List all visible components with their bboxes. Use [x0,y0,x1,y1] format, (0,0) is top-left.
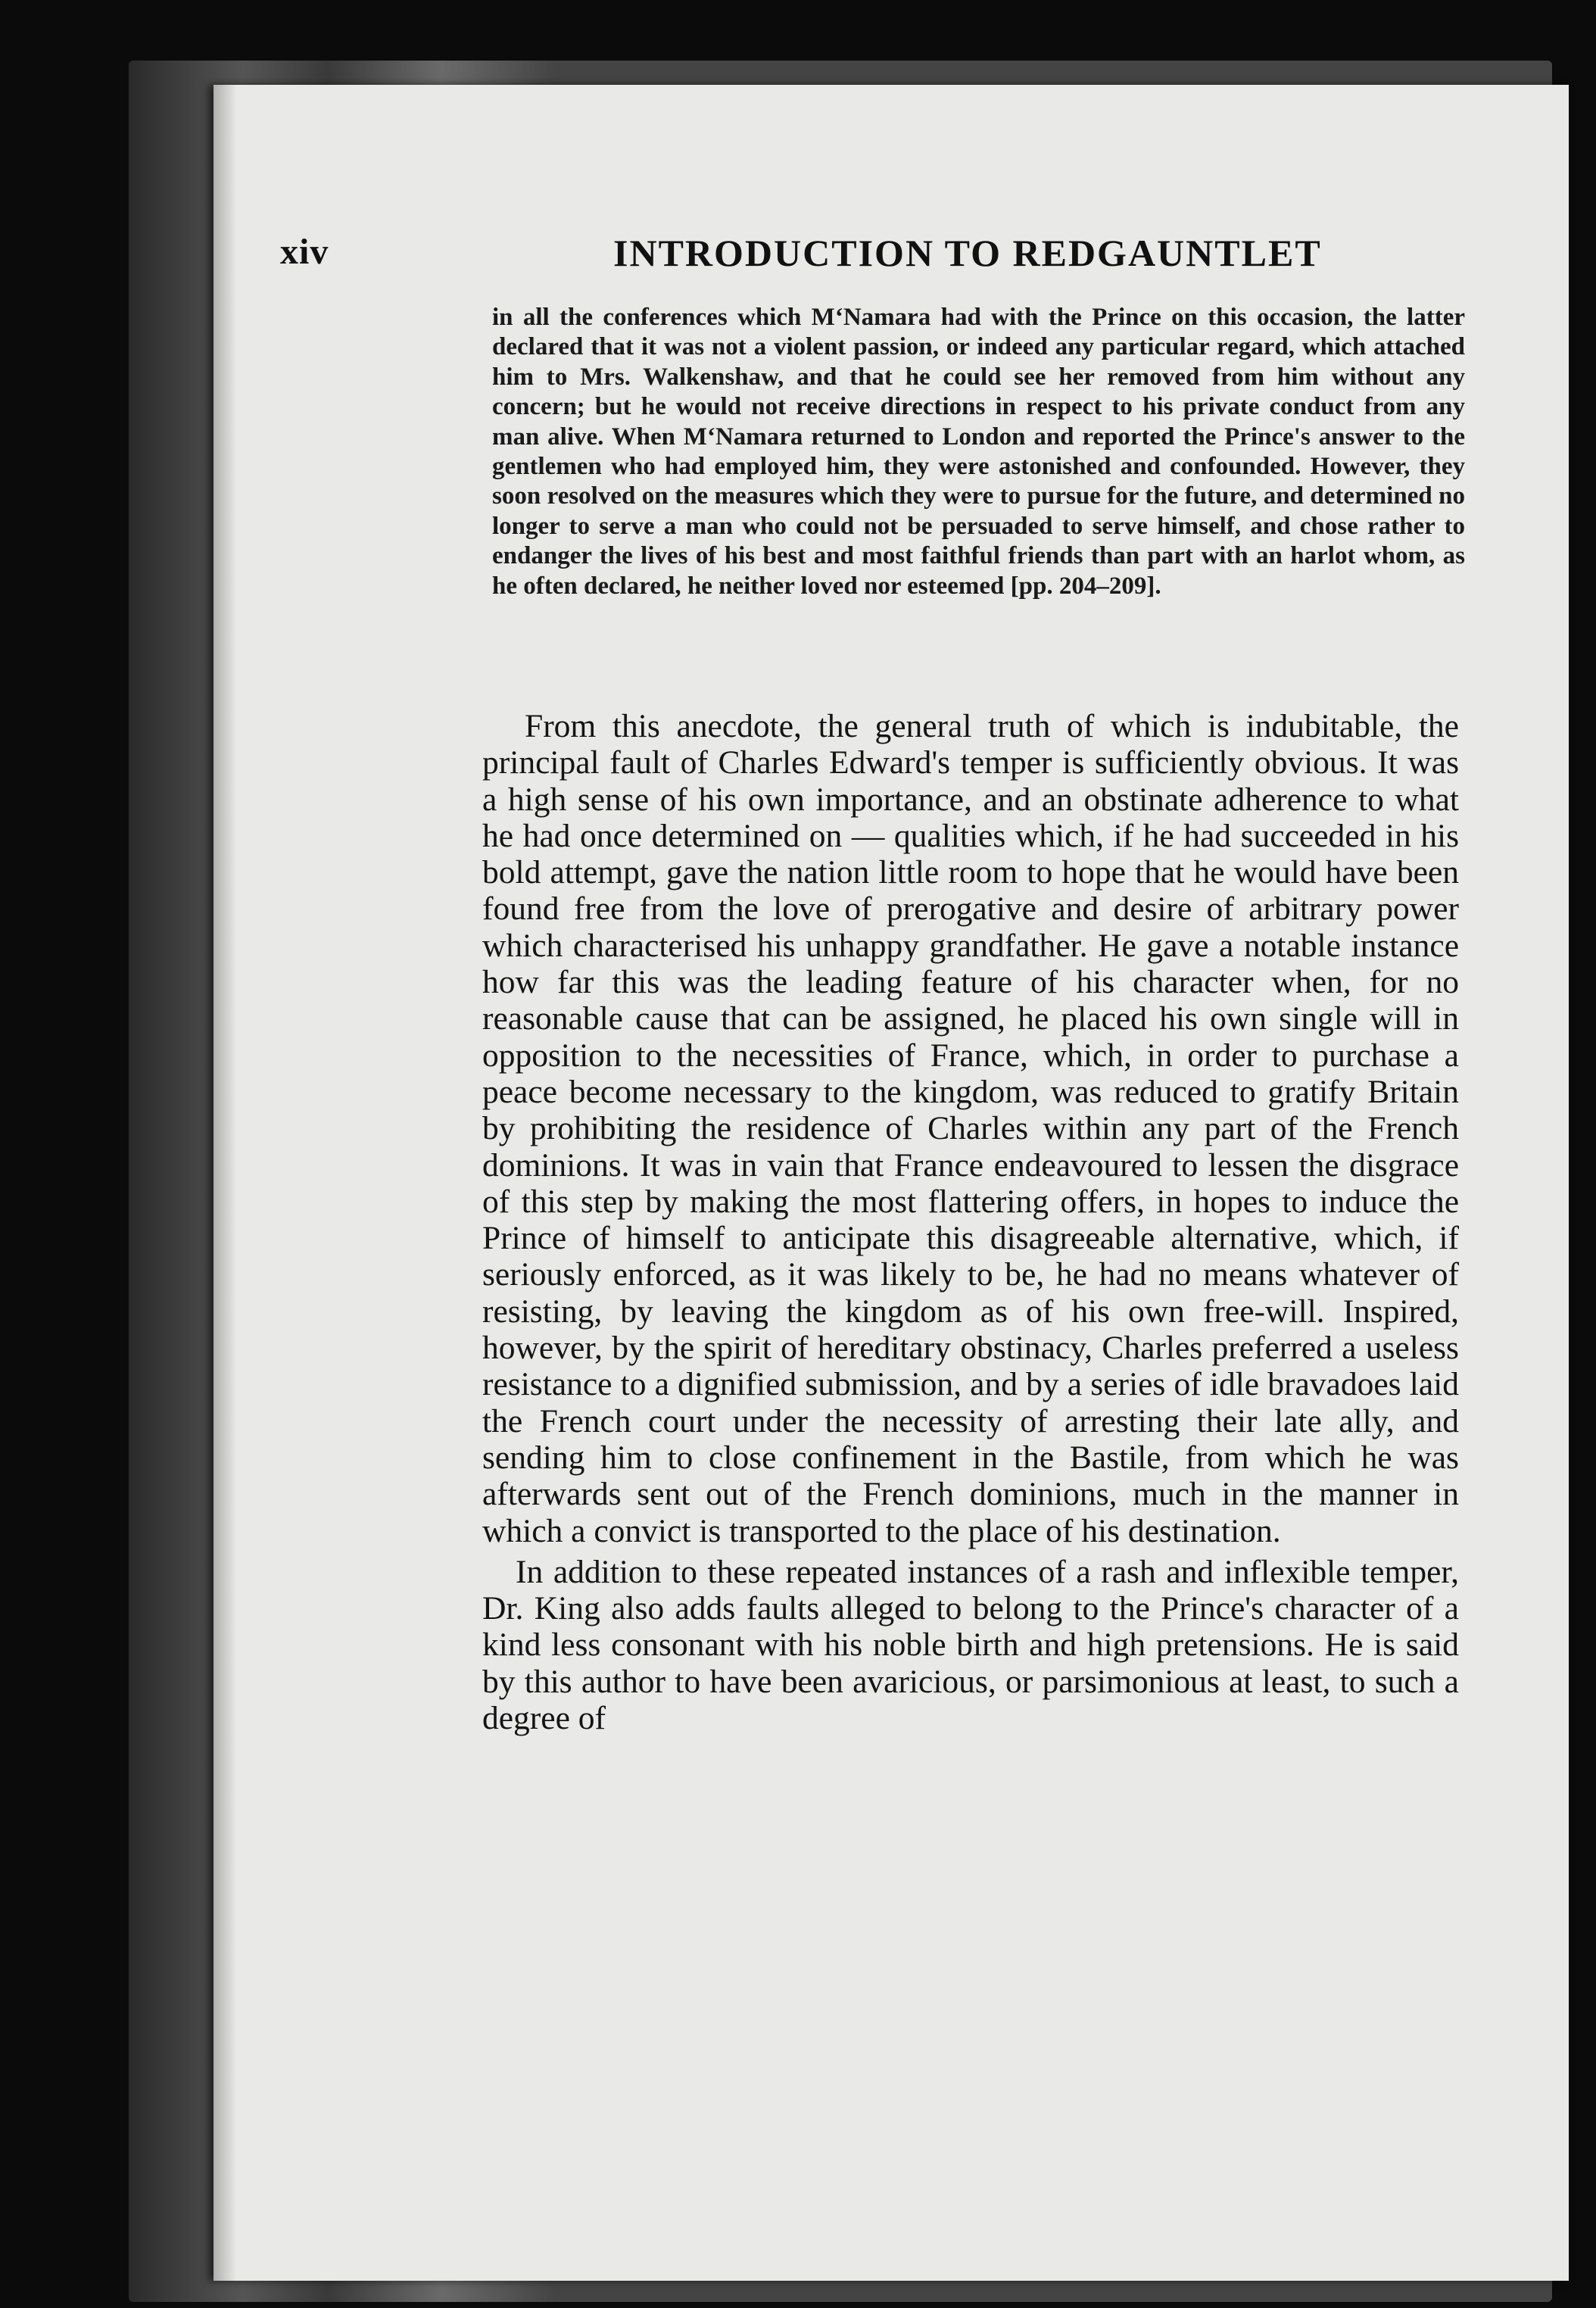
body-text [482,708,1459,1736]
page-gutter-shadow [214,85,236,2281]
paragraph: From this anecdote, the general truth of which is indubitable, the principal fault of Charles Edward's temper is sufficiently obvious. It was a high sense of his own importance, and an obstinate adherence to what he had once determined on — qualities which, if he had succeeded in his bold attempt, gave the nation little room to hope that he would have been found free from the love of prerogative and desire of arbitrary power which characterised his unhappy grandfather. He gave a notable instance how far this was the leading feature of his character when, for no reasonable cause that can be assigned, he placed his own single will in opposition to the necessities of France, which, in order to purchase a peace become necessary to the kingdom, was reduced to gratify Britain by prohibiting the residence of Charles within any part of the French dominions. It was in vain that France endeavoured to lessen the disgrace of this step by making the most flattering offers, in hopes to induce the Prince of himself to anticipate this disagreeable alternative, which, if seriously enforced, as it was likely to be, he had no means whatever of resisting, by leaving the kingdom as of his own free-will. Inspired, however, by the spirit of hereditary obstinacy, Charles preferred a useless resistance to a dignified submission, and by a series of idle bravadoes laid the French court under the necessity of arresting their late ally, and sending him to close confinement in the Bastile, from which he was afterwards sent out of the French dominions, much in the manner in which a convict is transported to the place of his destination. [482,708,1459,1549]
block-quote: in all the conferences which M‘Namara had with the Prince on this occasion, the latter declared that it was not a violent passion, or indeed any particular regard, which attached him to Mrs. Walkenshaw, and that he could see her removed from him without any concern; but he would not receive directions in respect to his private conduct from any man alive. When M‘Namara returned to London and reported the Prince's answer to the gentlemen who had employed him, they were astonished and confounded. However, they soon resolved on the measures which they were to pursue for the future, and determined no longer to serve a man who could not be persuaded to serve himself, and chose rather to endanger the lives of his best and most faithful friends than part with an harlot whom, as he often declared, he neither loved nor esteemed [pp. 204–209]. [492,304,1465,600]
page-header [280,231,1348,284]
running-title: INTRODUCTION TO REDGAUNTLET [613,232,1322,274]
paragraph: In addition to these repeated instances of a rash and inflexible temper, Dr. King also adds faults alleged to belong to the Prince's character of a kind less consonant with his noble birth and high pretensions. He is said by this author to have been avaricious, or parsimonious at least, to such a degree of [482,1553,1459,1737]
page-number: xiv [280,232,329,272]
